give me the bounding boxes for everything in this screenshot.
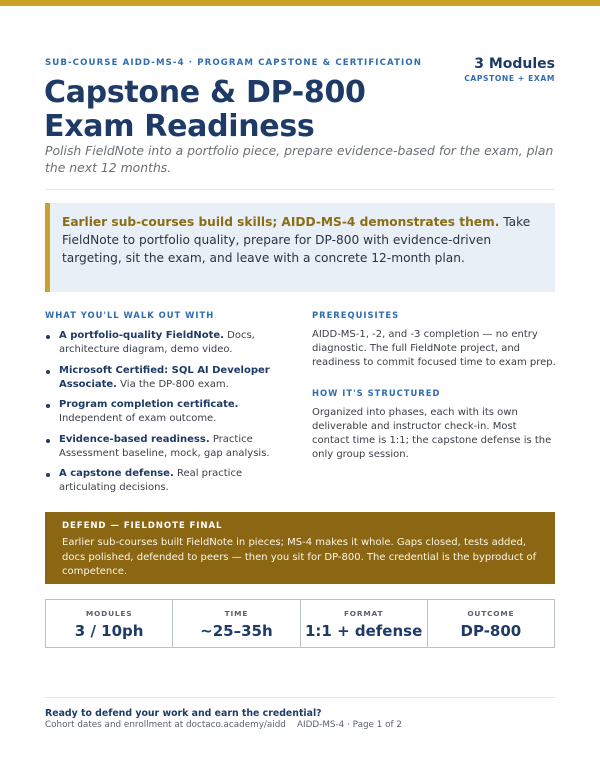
structure-heading: HOW IT'S STRUCTURED [312, 388, 441, 398]
list-item [45, 329, 295, 357]
structure-text: Organized into phases, each with its own deliverable and instructor check-in. Most contact time is 1:1; the capstone defense is the only group session. [312, 407, 552, 460]
divider [45, 189, 555, 190]
stat-modules [46, 600, 172, 647]
prerequisites-heading: PREREQUISITES [312, 310, 400, 320]
list-item-text: Docs, architecture diagram, demo video. [59, 330, 255, 355]
modules-count: 3 Modules [474, 56, 555, 72]
page-title: Capstone & DP-800 Exam Readiness [44, 75, 366, 144]
modules-sub-label: CAPSTONE + EXAM [464, 74, 555, 83]
defend-heading: DEFEND — FIELDNOTE FINAL [62, 521, 223, 531]
defend-banner [45, 512, 555, 584]
stat-time [172, 600, 299, 647]
stat-value: 1:1 + defense [304, 622, 423, 640]
stat-value: DP-800 [460, 622, 522, 640]
list-item-text: Practice Assessment baseline, mock, gap analysis. [59, 433, 270, 459]
intro-callout [45, 203, 555, 292]
footer-divider [45, 697, 555, 698]
footer-cta: Ready to defend your work and earn the credential? [45, 708, 322, 719]
top-accent-bar [0, 0, 600, 6]
page-subtitle: Polish FieldNote into a portfolio piece, prepare evidence-based for the exam, plan the next 12 months. [45, 143, 554, 175]
list-item-text: Via the DP-800 exam. [116, 378, 229, 390]
stat-label: OUTCOME [467, 609, 515, 618]
list-item-text: Real practice articulating decisions. [59, 468, 243, 493]
list-item-bold: Evidence-based readiness. [59, 433, 210, 445]
callout-text [62, 213, 542, 267]
page-number: AIDD-MS-4 · Page 1 of 2 [297, 720, 403, 730]
stat-value: ~25–35h [200, 622, 273, 640]
eyebrow-label: SUB-COURSE AIDD-MS-4 · PROGRAM CAPSTONE & CERTIFICATION [45, 58, 423, 68]
details-section [312, 310, 557, 462]
callout-body: Take FieldNote to portfolio quality, prepare for DP-800 with evidence-driven targeting, sit the exam, and leave with a concrete 12-month plan. [62, 215, 531, 265]
list-item [45, 398, 295, 426]
stat-format [300, 600, 427, 647]
outcomes-list [45, 329, 295, 495]
outcomes-heading: WHAT YOU'LL WALK OUT WITH [45, 310, 215, 320]
list-item-bold: Microsoft Certified: SQL AI Developer Associate. [59, 364, 270, 390]
callout-accent-bar [45, 203, 50, 292]
list-item [45, 467, 295, 495]
stats-bar [45, 599, 555, 648]
list-item-bold: Program completion certificate. [59, 399, 239, 410]
stat-label: MODULES [85, 609, 133, 618]
footer-enrollment-link[interactable]: Cohort dates and enrollment at doctaco.academy/aidd [45, 720, 286, 730]
stat-label: FORMAT [343, 609, 384, 618]
list-item-text: Independent of exam outcome. [59, 413, 217, 424]
list-item-bold: A portfolio-quality FieldNote. [59, 330, 224, 341]
defend-text: Earlier sub-courses built FieldNote in pieces; MS-4 makes it whole. Gaps closed, tests added, docs polished, defended to peers — then you sit for DP-800. The credential is the byproduct of competence. [62, 537, 537, 577]
stat-label: TIME [224, 609, 249, 618]
list-item [45, 433, 295, 461]
outcomes-section [45, 310, 295, 502]
stat-outcome [427, 600, 554, 647]
stat-value: 3 / 10ph [74, 622, 144, 640]
modules-summary [464, 56, 555, 83]
list-item [45, 364, 295, 392]
prerequisites-text: AIDD-MS-1, -2, and -3 completion — no entry diagnostic. The full FieldNote project, and readiness to commit focused time to exam prep. [312, 329, 556, 368]
list-item-bold: A capstone defense. [59, 468, 174, 479]
callout-lead: Earlier sub-courses build skills; AIDD-MS-4 demonstrates them. [62, 215, 500, 229]
